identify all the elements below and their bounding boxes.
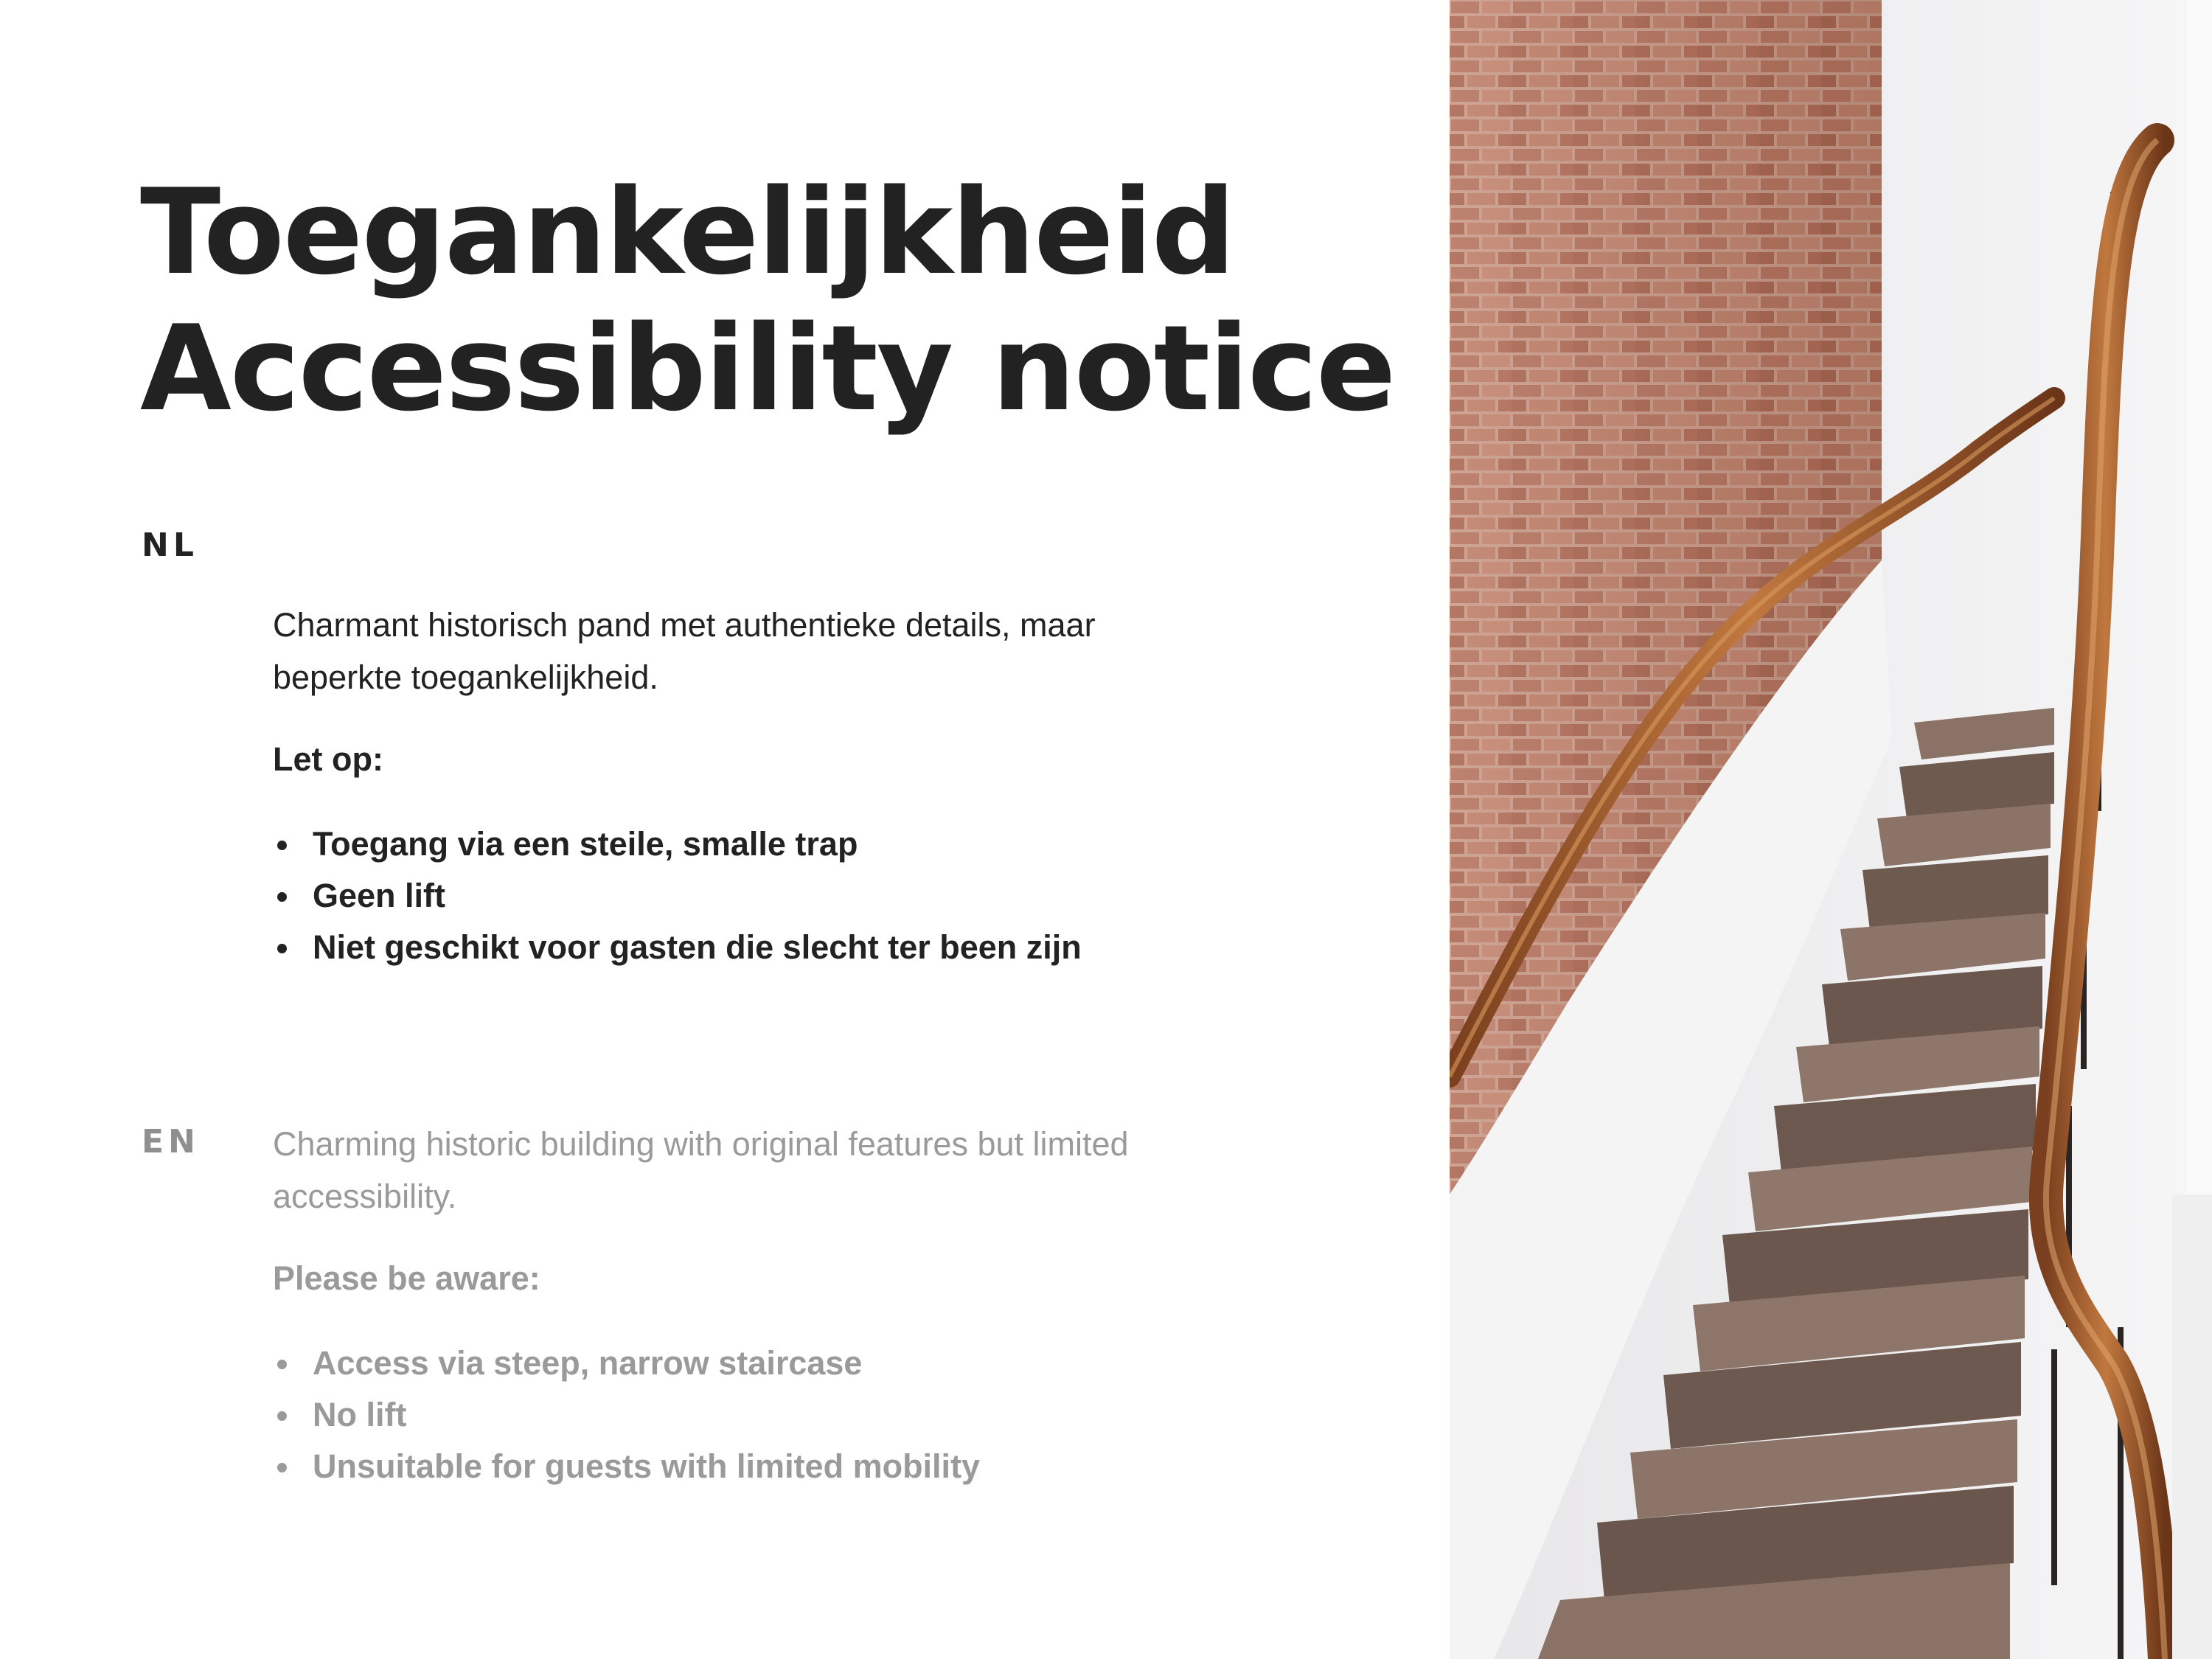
section-english (273, 1118, 1305, 1492)
page-title (140, 164, 1423, 437)
bullet-dot (277, 1463, 287, 1472)
bullet-dot (277, 1411, 287, 1421)
staircase-photo (1450, 0, 2212, 1659)
list-item: Unsuitable for guests with limited mobility (273, 1441, 1305, 1492)
title-english: Accessibility notice (140, 299, 1395, 437)
notice-heading-en: Please be aware: (273, 1259, 540, 1297)
intro-text-nl: Charmant historisch pand met authentieke details, maar beperkte toegankelijkheid. (273, 606, 1096, 696)
bullet-dot (277, 892, 287, 902)
staircase-illustration (1450, 0, 2212, 1659)
list-item: Toegang via een steile, smalle trap (273, 818, 1305, 870)
list-item: Niet geschikt voor gasten die slecht ter been zijn (273, 922, 1305, 973)
language-tag-en: EN (142, 1123, 200, 1161)
notice-list-nl (273, 818, 1305, 973)
list-item: No lift (273, 1389, 1305, 1441)
intro-text-en: Charming historic building with original features but limited accessibility. (273, 1125, 1129, 1215)
bullet-dot (277, 841, 287, 850)
notice-heading-nl: Let op: (273, 740, 383, 778)
language-tag-nl: NL (142, 526, 198, 564)
list-item: Geen lift (273, 870, 1305, 922)
section-dutch (273, 599, 1305, 973)
bullet-dot (277, 944, 287, 953)
notice-list-en (273, 1338, 1305, 1492)
list-item: Access via steep, narrow staircase (273, 1338, 1305, 1389)
bullet-dot (277, 1360, 287, 1369)
title-dutch: Toegankelijkheid (140, 163, 1235, 301)
